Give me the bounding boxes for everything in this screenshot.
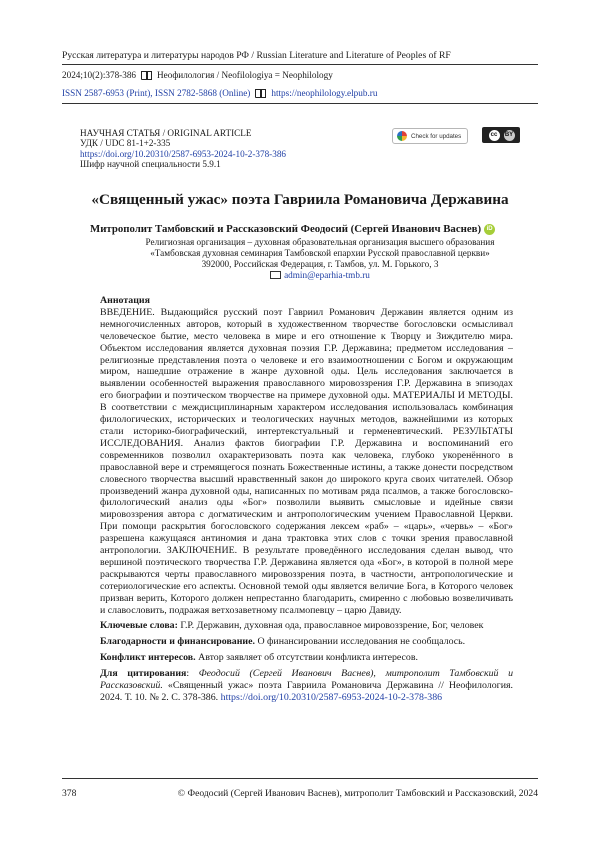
citation-text: «Священный ужас» поэта Гавриила Романовича Державина // Неофилология. 2024. Т. 10. № 2. С. 378-386. bbox=[100, 679, 513, 703]
author-name: Митрополит Тамбовский и Рассказовский Феодосий (Сергей Иванович Васнев) bbox=[90, 223, 482, 235]
issue-number: 2024;10(2):378-386 bbox=[62, 70, 137, 80]
author-email-link[interactable]: admin@eparhia-tmb.ru bbox=[284, 270, 370, 280]
cc-license-badge[interactable] bbox=[482, 127, 520, 143]
funding-label: Благодарности и финансирование. bbox=[100, 636, 255, 647]
conflict-label: Конфликт интересов. bbox=[100, 652, 196, 663]
conflict-text: Автор заявляет об отсутствии конфликта интересов. bbox=[198, 652, 418, 663]
udc-code: УДК / UDC 81-1+2-335 bbox=[80, 138, 171, 149]
abstract-heading: Аннотация bbox=[100, 295, 150, 306]
check-updates-label: Check for updates bbox=[411, 132, 462, 140]
by-icon: BY bbox=[504, 130, 515, 141]
citation-label: Для цитирования bbox=[100, 668, 187, 679]
doi-link[interactable]: https://doi.org/10.20310/2587-6953-2024-10-2-378-386 bbox=[80, 148, 287, 159]
article-title: «Священный ужас» поэта Гавриила Романовича Державина bbox=[91, 191, 509, 208]
affiliation-line-1: Религиозная организация – духовная образовательная организация высшего образования bbox=[145, 237, 495, 247]
citation-authors: Феодосий (Сергей Иванович Васнев), митрополит Тамбовский и Рассказовский. bbox=[100, 668, 514, 691]
envelope-icon bbox=[270, 271, 281, 279]
journal-header: Русская литература и литературы народов РФ / Russian Literature and Literature of Peoples of RF bbox=[62, 50, 451, 61]
author-line bbox=[90, 223, 495, 235]
keywords-label: Ключевые слова: bbox=[100, 620, 178, 631]
keywords bbox=[100, 620, 513, 632]
funding bbox=[100, 636, 513, 648]
issn-text: ISSN 2587-6953 (Print), ISSN 2782-5868 (Online) bbox=[62, 88, 251, 98]
conflict-of-interest bbox=[100, 652, 513, 664]
section-name: Неофилология / Neofilologiya = Neophilology bbox=[157, 70, 333, 80]
footer-rule bbox=[62, 778, 538, 779]
issn-line bbox=[62, 88, 377, 98]
abstract bbox=[100, 295, 513, 616]
crossmark-icon bbox=[397, 131, 407, 141]
check-for-updates-button[interactable] bbox=[392, 128, 468, 144]
book-icon bbox=[255, 89, 266, 97]
specialty-code: Шифр научной специальности 5.9.1 bbox=[80, 159, 221, 170]
page-number: 378 bbox=[62, 788, 77, 799]
affiliation-line-3: 392000, Российская Федерация, г. Тамбов, ул. М. Горького, 3 bbox=[201, 259, 439, 269]
article-meta bbox=[80, 128, 286, 170]
citation-doi-link[interactable]: https://doi.org/10.20310/2587-6953-2024-10-2-378-386 bbox=[220, 691, 443, 703]
email-line bbox=[0, 270, 600, 281]
affiliation-line-2: «Тамбовская духовная семинария Тамбовской епархии Русской православной церкви» bbox=[150, 248, 490, 258]
funding-text: О финансировании исследования не сообщалось. bbox=[257, 636, 466, 647]
header-rule bbox=[62, 64, 538, 65]
book-icon bbox=[141, 71, 152, 79]
header-rule bbox=[62, 103, 538, 104]
cc-icon: cc bbox=[488, 129, 501, 142]
article-type: НАУЧНАЯ СТАТЬЯ / ORIGINAL ARTICLE bbox=[80, 128, 252, 138]
abstract-text: ВВЕДЕНИЕ. Выдающийся русский поэт Гавриил Романович Державин является одним из немногочисленных авторов, который в художественном творчестве богословски осмысливал человеческое бытие, место человека в мире и его отношение к Творцу и Зиждителю мира. Объектом исследования является духовная поэзия Г.Р. Державина; предметом исследования – религиозные представления поэта о человеке и его взаимоотношении с Богом и окружающим миром, нашедшие отражение в жанре духовной оды. Цель исследования заключается в выявлении особенностей выражения православного мировоззрения Г.Р. Державина в эпизодах его биографии и поэтическом творчестве на примере духовной оды. МАТЕРИАЛЫ И МЕТОДЫ. В соответствии с междисциплинарным характером исследования использовалась комбинация филологических, исторических и теологических научных методов, важнейшими из которых стали историко-биографический, интертекстуальный и герменевтический. РЕЗУЛЬТАТЫ ИССЛЕДОВАНИЯ. Анализ фактов биографии Г.Р. Державина и воспоминаний его современников позволил охарактеризовать поэта как человека, глубоко укоренённого в православной вере и стремящегося познать Божественные истины, а также донести посредством словесного творчества высший нравственный закон до широкого круга своих читателей. Обзор произведений жанра духовной оды, написанных по мотивам ряда псалмов, а также богословско-филологический анализ оды «Бог» позволили выявить смысловые и идейные связи мировоззрения автора с догматическим и антропологическим учением Православной Церкви. При помощи раскрытия богословского содержания лексем «раб» – «царь», «червь» – «Бог» разрешена кажущаяся антиномия и дана трактовка этих слов с точки зрения православной антропологии. ЗАКЛЮЧЕНИЕ. В результате проведённого исследования сделан вывод, что вершиной поэтического творчества Г.Р. Державина является ода «Бог», в которой в полной мере раскрываются черты православного мировоззрения поэта, в частности, антропологические и сотериологические его аспекты. Основной темой оды является величие Бога, в Которого человек призван верить, Которого должен непрестанно благодарить, смиренно с любовью возвеличивать и славословить, подражая ветхозаветному псалмопевцу – царю Давиду. bbox=[100, 306, 513, 616]
journal-site-link[interactable]: https://neophilology.elpub.ru bbox=[271, 88, 378, 98]
issue-line bbox=[62, 70, 333, 80]
copyright: © Феодосий (Сергей Иванович Васнев), митрополит Тамбовский и Рассказовский, 2024 bbox=[177, 788, 538, 799]
citation: Для цитирования: Феодосий (Сергей Иванович Васнев), митрополит Тамбовский и Рассказовский. «Священный ужас» поэта Гавриила Романовича Державина // Неофилология. 2024. Т. 10. № 2. С. 378-386. https://doi.org/10.20310/2587-6953-2024-10-2-378-386 bbox=[100, 668, 514, 703]
keywords-text: Г.Р. Державин, духовная ода, православное мировоззрение, Бог, человек bbox=[180, 620, 484, 631]
orcid-icon[interactable]: iD bbox=[484, 224, 495, 235]
